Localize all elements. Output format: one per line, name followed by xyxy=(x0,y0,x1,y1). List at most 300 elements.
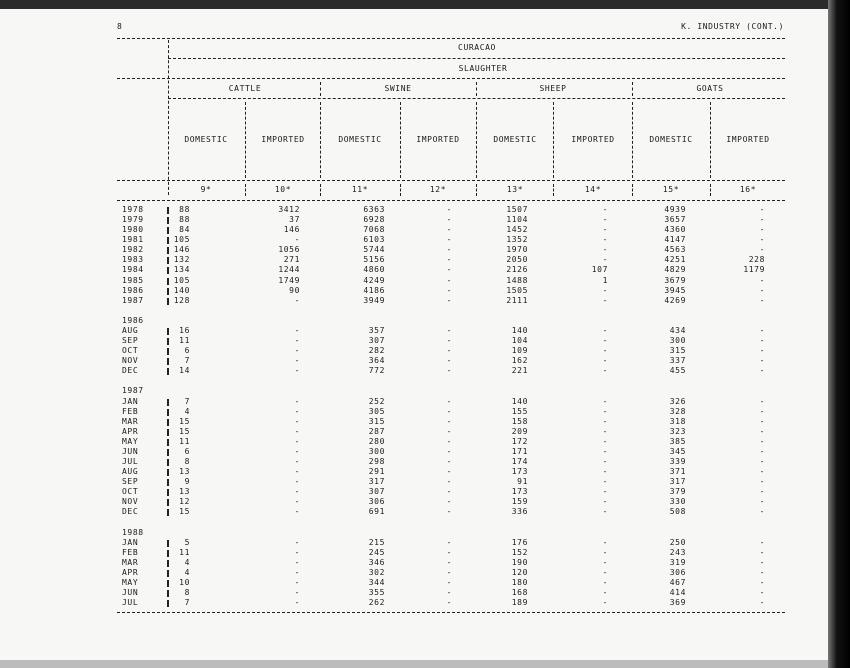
table-cell: - xyxy=(446,265,452,275)
table-cell: - xyxy=(446,567,452,577)
group-sheep: SHEEP xyxy=(539,84,567,93)
row-rule xyxy=(167,217,169,224)
table-cell: 2050 xyxy=(506,255,528,265)
divider xyxy=(117,200,785,201)
table-cell: 1 xyxy=(602,275,608,285)
table-cell: - xyxy=(446,537,452,547)
row-label: SEP xyxy=(122,336,139,346)
table-cell: - xyxy=(446,477,452,487)
table-cell: 1505 xyxy=(506,285,528,295)
table-cell: - xyxy=(759,467,765,477)
table-cell: - xyxy=(446,205,452,214)
table-cell: 1056 xyxy=(278,245,300,255)
table-cell: - xyxy=(602,446,608,456)
row-rule xyxy=(167,328,169,335)
table-cell: - xyxy=(294,356,300,366)
table-cell: 357 xyxy=(368,325,385,335)
table-cell: - xyxy=(759,416,765,426)
table-cell: 9 xyxy=(184,477,190,487)
table-row xyxy=(0,326,800,336)
row-label: MAY xyxy=(122,577,139,587)
table-cell: 326 xyxy=(669,396,686,406)
subcolumn-label: DOMESTIC xyxy=(184,135,228,144)
table-cell: - xyxy=(602,406,608,416)
row-rule xyxy=(167,227,169,234)
table-cell: 109 xyxy=(511,346,528,356)
table-cell: - xyxy=(602,325,608,335)
table-row xyxy=(0,558,800,568)
table-cell: 88 xyxy=(179,215,190,225)
row-label: NOV xyxy=(122,356,139,366)
table-cell: 173 xyxy=(511,487,528,497)
table-cell: 146 xyxy=(173,245,190,255)
table-cell: - xyxy=(602,436,608,446)
table-cell: 300 xyxy=(669,336,686,346)
table-cell: - xyxy=(294,346,300,356)
table-cell: - xyxy=(759,497,765,507)
table-cell: 12 xyxy=(179,497,190,507)
scan-right-edge xyxy=(828,0,850,668)
period-heading: 1987 xyxy=(122,386,144,396)
table-row xyxy=(0,588,800,598)
table-cell: - xyxy=(759,366,765,376)
section-header-row xyxy=(0,528,800,538)
group-cattle: CATTLE xyxy=(228,84,262,93)
table-cell: - xyxy=(446,547,452,557)
row-rule xyxy=(167,449,169,456)
table-row xyxy=(0,457,800,467)
row-rule xyxy=(167,358,169,365)
table-cell: 37 xyxy=(289,215,300,225)
table-cell: - xyxy=(759,396,765,406)
table-cell: 128 xyxy=(173,295,190,305)
row-rule xyxy=(167,600,169,607)
column-number: 10* xyxy=(274,185,292,194)
table-cell: - xyxy=(294,436,300,446)
table-cell: 302 xyxy=(368,567,385,577)
table-cell: 306 xyxy=(669,567,686,577)
table-cell: - xyxy=(446,406,452,416)
table-cell: - xyxy=(602,215,608,225)
row-label: APR xyxy=(122,426,139,436)
row-label: DEC xyxy=(122,507,139,517)
table-cell: - xyxy=(602,255,608,265)
table-cell: 4360 xyxy=(664,225,686,235)
table-cell: - xyxy=(446,295,452,305)
table-cell: 245 xyxy=(368,547,385,557)
table-cell: - xyxy=(759,507,765,517)
table-cell: - xyxy=(446,426,452,436)
table-cell: 4249 xyxy=(363,275,385,285)
row-rule xyxy=(167,409,169,416)
column-rule xyxy=(320,82,321,96)
table-cell: - xyxy=(759,336,765,346)
row-label: 1984 xyxy=(122,265,144,275)
table-cell: - xyxy=(602,426,608,436)
table-row xyxy=(0,245,800,255)
subcolumn-label: IMPORTED xyxy=(416,135,460,144)
table-cell: 180 xyxy=(511,577,528,587)
table-cell: - xyxy=(602,336,608,346)
table-cell: 7068 xyxy=(363,225,385,235)
table-cell: 7 xyxy=(184,356,190,366)
table-cell: - xyxy=(446,336,452,346)
region-heading: CURACAO xyxy=(458,43,496,52)
table-row xyxy=(0,346,800,356)
row-rule xyxy=(167,419,169,426)
table-cell: - xyxy=(446,346,452,356)
table-cell: 1104 xyxy=(506,215,528,225)
row-label: JUN xyxy=(122,588,139,598)
row-label: 1978 xyxy=(122,205,144,214)
table-cell: - xyxy=(294,446,300,456)
column-rule xyxy=(320,184,321,196)
column-rule xyxy=(553,102,554,178)
table-cell: 11 xyxy=(179,436,190,446)
table-cell: 168 xyxy=(511,588,528,598)
row-label: 1982 xyxy=(122,245,144,255)
table-cell: 215 xyxy=(368,537,385,547)
column-rule xyxy=(553,184,554,196)
table-cell: - xyxy=(446,396,452,406)
column-number: 9* xyxy=(200,185,212,194)
table-row xyxy=(0,578,800,588)
table-cell: 4 xyxy=(184,557,190,567)
table-row xyxy=(0,427,800,437)
table-cell: 271 xyxy=(283,255,300,265)
table-row xyxy=(0,467,800,477)
period-heading: 1986 xyxy=(122,315,144,325)
row-label: JAN xyxy=(122,537,139,547)
row-label: SEP xyxy=(122,477,139,487)
table-cell: - xyxy=(446,588,452,598)
table-cell: 171 xyxy=(511,446,528,456)
table-cell: - xyxy=(446,457,452,466)
table-row xyxy=(0,296,800,306)
table-cell: 252 xyxy=(368,396,385,406)
section-title: K. INDUSTRY (CONT.) xyxy=(681,22,784,31)
table-row xyxy=(0,417,800,427)
table-cell: 346 xyxy=(368,557,385,567)
table-cell: - xyxy=(602,467,608,477)
table-cell: - xyxy=(294,537,300,547)
table-cell: - xyxy=(294,577,300,587)
row-rule xyxy=(167,288,169,295)
row-label: APR xyxy=(122,567,139,577)
row-label: 1987 xyxy=(122,295,144,305)
table-cell: 414 xyxy=(669,588,686,598)
row-label: FEB xyxy=(122,406,139,416)
table-row xyxy=(0,568,800,578)
column-rule xyxy=(400,102,401,178)
scan-bottom-edge xyxy=(0,660,828,668)
row-label: MAR xyxy=(122,557,139,567)
table-cell: - xyxy=(759,275,765,285)
table-cell: 140 xyxy=(511,325,528,335)
table-cell: 6 xyxy=(184,446,190,456)
table-cell: 155 xyxy=(511,406,528,416)
table-cell: - xyxy=(446,416,452,426)
table-cell: 345 xyxy=(669,446,686,456)
table-cell: 287 xyxy=(368,426,385,436)
table-cell: - xyxy=(446,235,452,245)
row-label: MAR xyxy=(122,416,139,426)
table-cell: 14 xyxy=(179,366,190,376)
table-cell: - xyxy=(602,235,608,245)
table-row xyxy=(0,265,800,275)
table-cell: - xyxy=(294,457,300,466)
table-cell: 221 xyxy=(511,366,528,376)
table-cell: - xyxy=(294,557,300,567)
table-cell: 189 xyxy=(511,598,528,608)
table-cell: - xyxy=(602,537,608,547)
table-cell: 4563 xyxy=(664,245,686,255)
row-rule xyxy=(167,348,169,355)
table-cell: 140 xyxy=(173,285,190,295)
table-cell: - xyxy=(294,426,300,436)
table-cell: - xyxy=(294,235,300,245)
table-cell: - xyxy=(602,356,608,366)
table-cell: 385 xyxy=(669,436,686,446)
row-rule xyxy=(167,207,169,214)
table-row xyxy=(0,205,800,215)
table-cell: 107 xyxy=(591,265,608,275)
scan-top-edge xyxy=(0,0,850,9)
table-cell: 323 xyxy=(669,426,686,436)
table-cell: - xyxy=(294,295,300,305)
table-cell: 228 xyxy=(748,255,765,265)
table-cell: - xyxy=(446,467,452,477)
table-cell: - xyxy=(446,225,452,235)
table-cell: - xyxy=(446,285,452,295)
table-cell: - xyxy=(759,487,765,497)
table-cell: 209 xyxy=(511,426,528,436)
subcolumn-label: DOMESTIC xyxy=(338,135,382,144)
row-label: NOV xyxy=(122,497,139,507)
table-cell: - xyxy=(294,547,300,557)
column-number: 13* xyxy=(506,185,524,194)
table-cell: - xyxy=(602,477,608,487)
table-cell: 90 xyxy=(289,285,300,295)
table-cell: 364 xyxy=(368,356,385,366)
table-cell: 467 xyxy=(669,577,686,587)
table-cell: 3657 xyxy=(664,215,686,225)
table-cell: - xyxy=(602,225,608,235)
table-row xyxy=(0,366,800,376)
row-rule xyxy=(167,278,169,285)
table-cell: 317 xyxy=(669,477,686,487)
table-cell: 4 xyxy=(184,406,190,416)
divider xyxy=(168,98,785,99)
table-cell: 328 xyxy=(669,406,686,416)
table-cell: 16 xyxy=(179,325,190,335)
table-cell: - xyxy=(446,215,452,225)
table-cell: - xyxy=(446,245,452,255)
table-cell: - xyxy=(759,537,765,547)
table-cell: 7 xyxy=(184,396,190,406)
table-cell: - xyxy=(759,325,765,335)
table-cell: - xyxy=(602,557,608,567)
table-cell: 772 xyxy=(368,366,385,376)
table-cell: 434 xyxy=(669,325,686,335)
table-row xyxy=(0,336,800,346)
table-cell: - xyxy=(294,598,300,608)
column-rule xyxy=(710,102,711,178)
column-number: 16* xyxy=(739,185,757,194)
table-row xyxy=(0,538,800,548)
row-rule xyxy=(167,439,169,446)
table-cell: 146 xyxy=(283,225,300,235)
table-cell: - xyxy=(446,275,452,285)
table-cell: - xyxy=(602,497,608,507)
table-row xyxy=(0,507,800,517)
column-rule xyxy=(710,184,711,196)
table-cell: 15 xyxy=(179,426,190,436)
row-rule xyxy=(167,479,169,486)
column-rule xyxy=(632,102,633,178)
table-cell: 190 xyxy=(511,557,528,567)
table-cell: 162 xyxy=(511,356,528,366)
table-cell: - xyxy=(446,255,452,265)
table-cell: - xyxy=(446,598,452,608)
table-cell: 243 xyxy=(669,547,686,557)
table-cell: 307 xyxy=(368,336,385,346)
table-cell: 6928 xyxy=(363,215,385,225)
row-rule xyxy=(167,499,169,506)
table-cell: - xyxy=(759,285,765,295)
row-rule xyxy=(167,399,169,406)
table-cell: 6103 xyxy=(363,235,385,245)
table-cell: - xyxy=(446,325,452,335)
column-rule xyxy=(320,102,321,178)
row-rule xyxy=(167,338,169,345)
table-cell: 159 xyxy=(511,497,528,507)
table-cell: - xyxy=(294,477,300,487)
table-row xyxy=(0,407,800,417)
page-number: 8 xyxy=(117,22,123,31)
table-cell: - xyxy=(759,225,765,235)
table-cell: - xyxy=(602,366,608,376)
table-cell: 282 xyxy=(368,346,385,356)
table-cell: 5156 xyxy=(363,255,385,265)
table-cell: 1179 xyxy=(743,265,765,275)
table-cell: 6 xyxy=(184,346,190,356)
table-cell: - xyxy=(759,245,765,255)
table-cell: - xyxy=(602,295,608,305)
table-cell: - xyxy=(294,567,300,577)
table-row xyxy=(0,215,800,225)
table-cell: - xyxy=(759,356,765,366)
table-cell: 1452 xyxy=(506,225,528,235)
table-cell: 15 xyxy=(179,507,190,517)
table-cell: - xyxy=(759,477,765,487)
table-cell: - xyxy=(759,436,765,446)
table-cell: 104 xyxy=(511,336,528,346)
table-cell: 291 xyxy=(368,467,385,477)
table-cell: 3412 xyxy=(278,205,300,214)
table-cell: - xyxy=(602,245,608,255)
table-row xyxy=(0,437,800,447)
table-cell: - xyxy=(294,396,300,406)
row-label: 1986 xyxy=(122,285,144,295)
subcolumn-label: IMPORTED xyxy=(571,135,615,144)
row-label: 1983 xyxy=(122,255,144,265)
table-cell: 355 xyxy=(368,588,385,598)
table-cell: 315 xyxy=(669,346,686,356)
table-cell: 10 xyxy=(179,577,190,587)
table-cell: 4829 xyxy=(664,265,686,275)
row-rule xyxy=(167,560,169,567)
column-number: 11* xyxy=(351,185,369,194)
table-cell: - xyxy=(759,598,765,608)
table-cell: 307 xyxy=(368,487,385,497)
column-rule xyxy=(476,102,477,178)
table-row xyxy=(0,598,800,608)
column-rule xyxy=(400,184,401,196)
table-cell: 330 xyxy=(669,497,686,507)
table-cell: 315 xyxy=(368,416,385,426)
row-label: JAN xyxy=(122,396,139,406)
table-cell: - xyxy=(446,497,452,507)
table-cell: 1352 xyxy=(506,235,528,245)
table-cell: 305 xyxy=(368,406,385,416)
table-cell: - xyxy=(759,346,765,356)
table-cell: 1749 xyxy=(278,275,300,285)
table-cell: 4186 xyxy=(363,285,385,295)
table-cell: - xyxy=(602,547,608,557)
column-rule xyxy=(632,82,633,96)
table-cell: - xyxy=(759,457,765,466)
table-cell: - xyxy=(294,406,300,416)
column-rule xyxy=(476,82,477,96)
table-row xyxy=(0,548,800,558)
table-cell: - xyxy=(294,487,300,497)
row-rule xyxy=(167,580,169,587)
row-label: JUL xyxy=(122,457,139,466)
group-goats: GOATS xyxy=(696,84,724,93)
section-header-row xyxy=(0,316,800,326)
table-cell: 8 xyxy=(184,588,190,598)
table-row xyxy=(0,497,800,507)
row-label: MAY xyxy=(122,436,139,446)
row-rule xyxy=(167,469,169,476)
table-cell: 1488 xyxy=(506,275,528,285)
table-cell: 250 xyxy=(669,537,686,547)
table-cell: 318 xyxy=(669,416,686,426)
table-cell: - xyxy=(759,557,765,567)
table-cell: 379 xyxy=(669,487,686,497)
table-cell: 91 xyxy=(517,477,528,487)
divider xyxy=(168,58,785,59)
table-cell: 152 xyxy=(511,547,528,557)
row-label: DEC xyxy=(122,366,139,376)
row-rule xyxy=(167,570,169,577)
table-cell: 176 xyxy=(511,537,528,547)
table-cell: - xyxy=(294,588,300,598)
table-cell: - xyxy=(602,588,608,598)
table-cell: 4 xyxy=(184,567,190,577)
table-cell: - xyxy=(602,205,608,214)
row-label: OCT xyxy=(122,346,139,356)
row-rule xyxy=(167,489,169,496)
table-cell: - xyxy=(446,446,452,456)
table-cell: - xyxy=(759,215,765,225)
table-cell: 1507 xyxy=(506,205,528,214)
table-cell: 132 xyxy=(173,255,190,265)
column-rule xyxy=(245,102,246,178)
table-cell: - xyxy=(602,457,608,466)
table-cell: - xyxy=(446,557,452,567)
